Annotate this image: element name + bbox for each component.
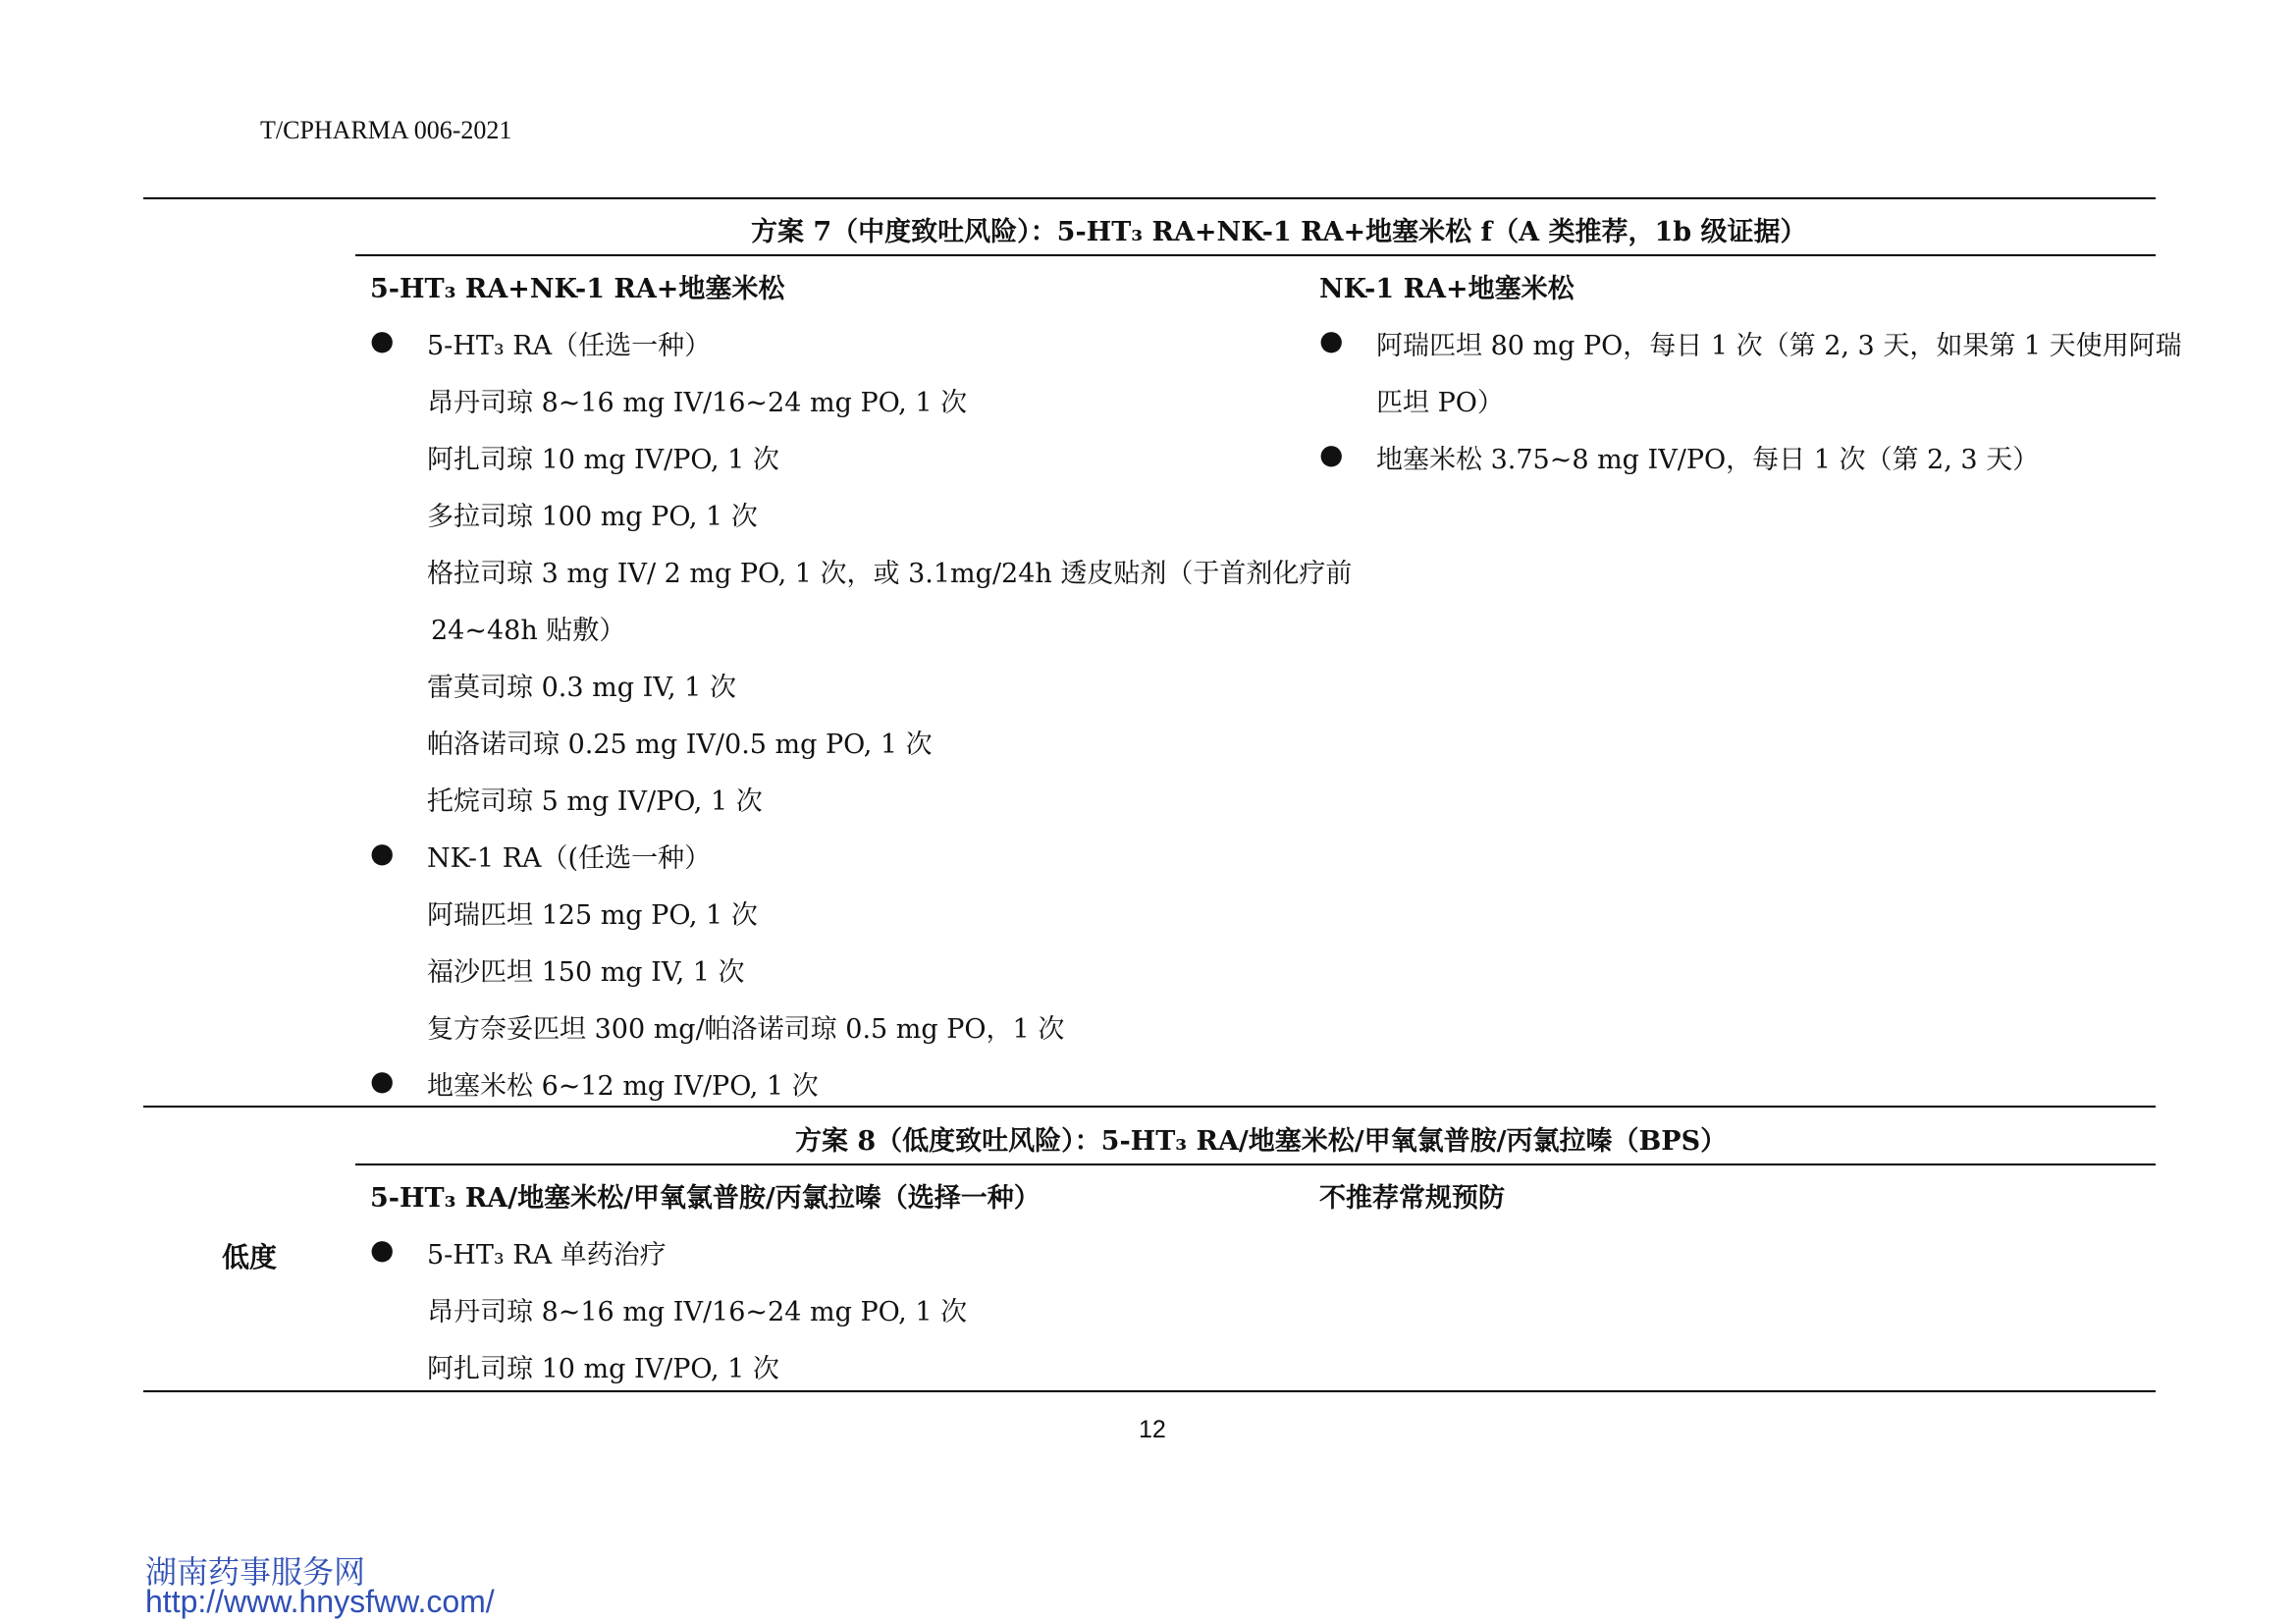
plan7-left-line: 5-HT₃ RA（任选一种） <box>427 331 712 361</box>
plan7-right-line: 地塞米松 3.75~8 mg IV/PO，每日 1 次（第 2, 3 天） <box>1376 445 2040 475</box>
plan7-left-line: 多拉司琼 100 mg PO, 1 次 <box>427 502 758 532</box>
plan8-right-heading: 不推荐常规预防 <box>1319 1183 1505 1214</box>
page-number: 12 <box>1139 1416 1166 1443</box>
plan7-left-line: 阿扎司琼 10 mg IV/PO, 1 次 <box>427 445 779 475</box>
standard-code: T/CPHARMA 006-2021 <box>260 116 512 144</box>
bullet-icon: ● <box>1319 438 1344 470</box>
plan7-right-line: 匹坦 PO） <box>1376 388 1504 418</box>
plan8-title: 方案 8（低度致吐风险）：5-HT₃ RA/地塞米松/甲氧氯普胺/丙氯拉嗪（BPS） <box>795 1126 1728 1157</box>
plan7-left-line: 复方奈妥匹坦 300 mg/帕洛诺司琼 0.5 mg PO，1 次 <box>427 1014 1065 1045</box>
plan7-left-line: 帕洛诺司琼 0.25 mg IV/0.5 mg PO, 1 次 <box>427 730 933 760</box>
watermark-url[interactable]: http://www.hnysfww.com/ <box>145 1584 495 1619</box>
bullet-icon: ● <box>370 1064 395 1097</box>
plan7-left-line: 阿瑞匹坦 125 mg PO, 1 次 <box>427 900 758 931</box>
plan7-left-line: 雷莫司琼 0.3 mg IV, 1 次 <box>427 673 736 703</box>
plan7-left-heading: 5-HT₃ RA+NK-1 RA+地塞米松 <box>370 274 785 304</box>
plan8-left-line: 5-HT₃ RA 单药治疗 <box>427 1240 667 1271</box>
bullet-icon: ● <box>1319 324 1344 356</box>
plan7-left-line: 地塞米松 6~12 mg IV/PO, 1 次 <box>427 1071 819 1102</box>
plan8-left-line: 昂丹司琼 8~16 mg IV/16~24 mg PO, 1 次 <box>427 1297 968 1327</box>
plan7-left-line: 24~48h 贴敷） <box>431 616 626 646</box>
plan7-left-line: NK-1 RA（(任选一种） <box>427 843 712 874</box>
plan7-right-line: 阿瑞匹坦 80 mg PO，每日 1 次（第 2, 3 天，如果第 1 天使用阿瑞 <box>1376 331 2182 361</box>
plan7-title-rule <box>355 254 2156 256</box>
risk-level-label: 低度 <box>222 1241 278 1273</box>
watermark-site-name: 湖南药事服务网 <box>145 1553 366 1591</box>
plan8-top-rule <box>143 1106 2156 1108</box>
plan7-left-line: 昂丹司琼 8~16 mg IV/16~24 mg PO, 1 次 <box>427 388 968 418</box>
table-top-rule <box>143 197 2156 199</box>
plan8-title-rule <box>355 1164 2156 1165</box>
bullet-icon: ● <box>370 1233 395 1266</box>
bullet-icon: ● <box>370 837 395 869</box>
table-bottom-rule <box>143 1390 2156 1392</box>
bullet-icon: ● <box>370 324 395 356</box>
plan7-left-line: 格拉司琼 3 mg IV/ 2 mg PO, 1 次，或 3.1mg/24h 透皮贴剂（于首剂化疗前 <box>427 559 1353 589</box>
plan7-left-line: 托烷司琼 5 mg IV/PO, 1 次 <box>427 786 763 817</box>
plan8-left-line: 阿扎司琼 10 mg IV/PO, 1 次 <box>427 1354 779 1384</box>
plan7-left-line: 福沙匹坦 150 mg IV, 1 次 <box>427 957 745 988</box>
plan7-title: 方案 7（中度致吐风险）：5-HT₃ RA+NK-1 RA+地塞米松 f（A 类推荐，1b 级证据） <box>751 217 1807 247</box>
plan8-left-heading: 5-HT₃ RA/地塞米松/甲氧氯普胺/丙氯拉嗪（选择一种） <box>370 1183 1041 1214</box>
plan7-right-heading: NK-1 RA+地塞米松 <box>1319 274 1575 304</box>
